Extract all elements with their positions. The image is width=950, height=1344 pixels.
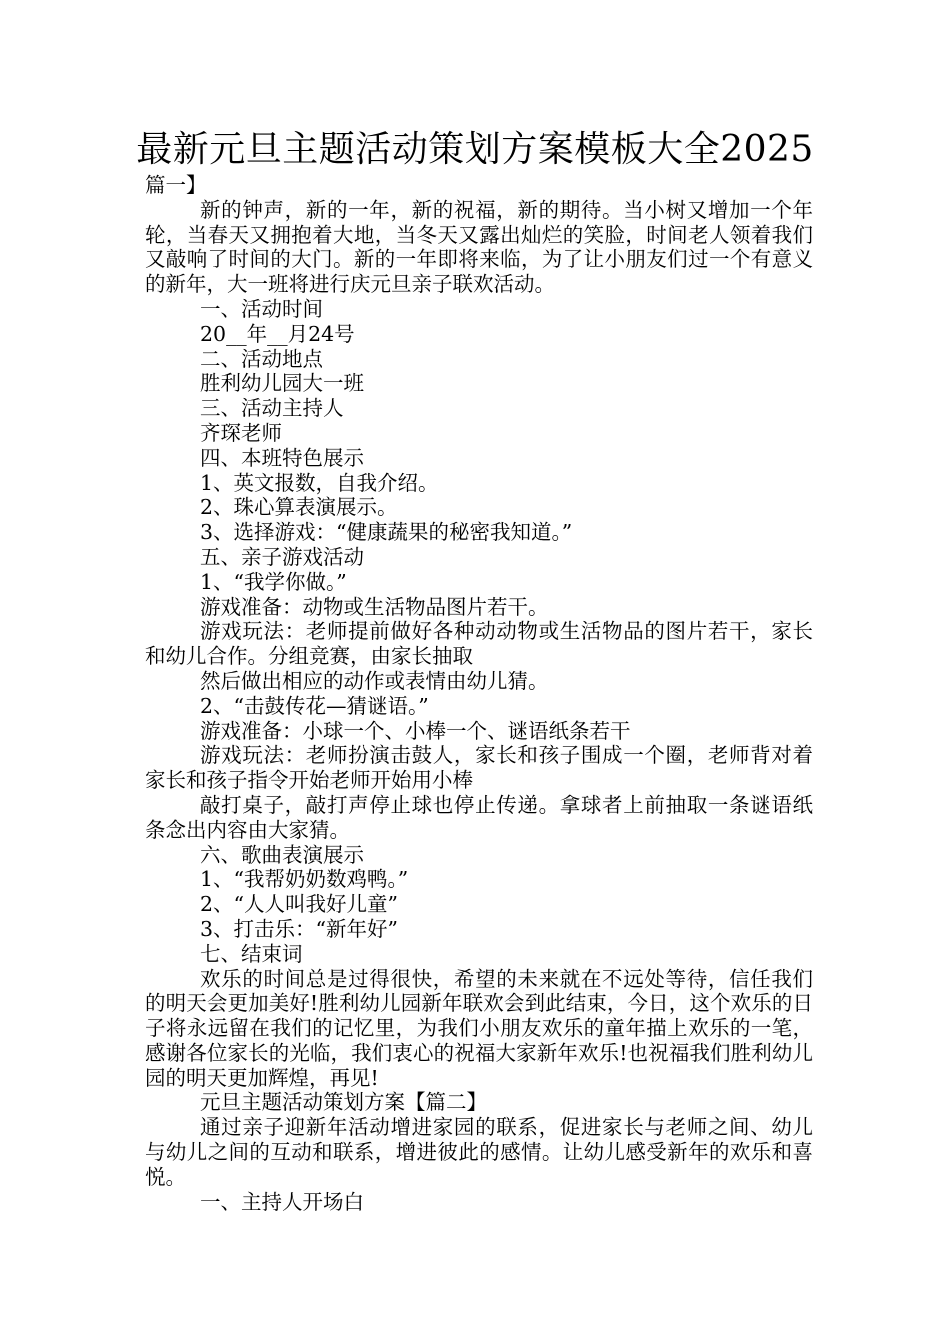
document-paragraph: 二、活动地点 xyxy=(200,346,323,371)
document-paragraph: 游戏准备：动物或生活物品图片若干。 xyxy=(200,594,549,619)
document-paragraph: 2、珠心算表演展示。 xyxy=(200,495,398,520)
document-paragraph: 2、“人人叫我好儿童” xyxy=(200,892,399,917)
document-paragraph: 游戏玩法：老师扮演击鼓人，家长和孩子围成一个圈，老师背对着家长和孩子指令开始老师开始用小棒 xyxy=(145,743,813,793)
document-paragraph: 齐琛老师 xyxy=(200,420,282,445)
document-paragraph: 元旦主题活动策划方案【篇二】 xyxy=(200,1090,487,1115)
document-paragraph: 四、本班特色展示 xyxy=(200,445,364,470)
document-paragraph: 然后做出相应的动作或表情由幼儿猜。 xyxy=(200,668,549,693)
document-paragraph: 2、“击鼓传花—猜谜语。” xyxy=(200,693,429,718)
document-paragraph: 敲打桌子，敲打声停止球也停止传递。拿球者上前抽取一条谜语纸条念出内容由大家猜。 xyxy=(145,792,813,842)
document-paragraph: 七、结束词 xyxy=(200,941,303,966)
document-paragraph: 一、活动时间 xyxy=(200,296,323,321)
document-paragraph: 1、英文报数，自我介绍。 xyxy=(200,470,439,495)
document-paragraph: 篇一】 xyxy=(145,173,207,197)
document-paragraph: 欢乐的时间总是过得很快，希望的未来就在不远处等待，信任我们的明天会更加美好!胜利幼儿园新年联欢会到此结束，今日，这个欢乐的日子将永远留在我们的记忆里，为我们小朋友欢乐的童年描上欢乐的一笔，感谢各位家长的光临，我们衷心的祝福大家新年欢乐!也祝福我们胜利幼儿园的明天更加辉煌，再见! xyxy=(145,966,813,1090)
document-paragraph: 通过亲子迎新年活动增进家园的联系，促进家长与老师之间、幼儿与幼儿之间的互动和联系，增进彼此的感情。让幼儿感受新年的欢乐和喜悦。 xyxy=(145,1115,813,1189)
document-paragraph: 游戏玩法：老师提前做好各种动动物或生活物品的图片若干，家长和幼儿合作。分组竞赛，由家长抽取 xyxy=(145,619,813,669)
document-paragraph: 三、活动主持人 xyxy=(200,396,344,421)
document-paragraph: 3、打击乐：“新年好” xyxy=(200,916,399,941)
document-body xyxy=(145,173,813,1214)
document-paragraph: 20__年__月24号 xyxy=(200,321,355,346)
document-paragraph: 新的钟声，新的一年，新的祝福，新的期待。当小树又增加一个年轮，当春天又拥抱着大地，当冬天又露出灿烂的笑脸，时间老人领着我们又敲响了时间的大门。新的一年即将来临，为了让小朋友们过一个有意义的新年，大一班将进行庆元旦亲子联欢活动。 xyxy=(145,197,813,297)
document-paragraph: 一、主持人开场白 xyxy=(200,1189,364,1214)
document-paragraph: 游戏准备：小球一个、小棒一个、谜语纸条若干 xyxy=(200,718,631,743)
document-paragraph: 3、选择游戏：“健康蔬果的秘密我知道。” xyxy=(200,520,573,545)
document-paragraph: 胜利幼儿园大一班 xyxy=(200,371,364,396)
document-paragraph: 1、“我帮奶奶数鸡鸭。” xyxy=(200,867,409,892)
document-title: 最新元旦主题活动策划方案模板大全2025 xyxy=(136,129,814,170)
document-paragraph: 五、亲子游戏活动 xyxy=(200,544,364,569)
document-paragraph: 六、歌曲表演展示 xyxy=(200,842,364,867)
document-paragraph: 1、“我学你做。” xyxy=(200,569,347,594)
